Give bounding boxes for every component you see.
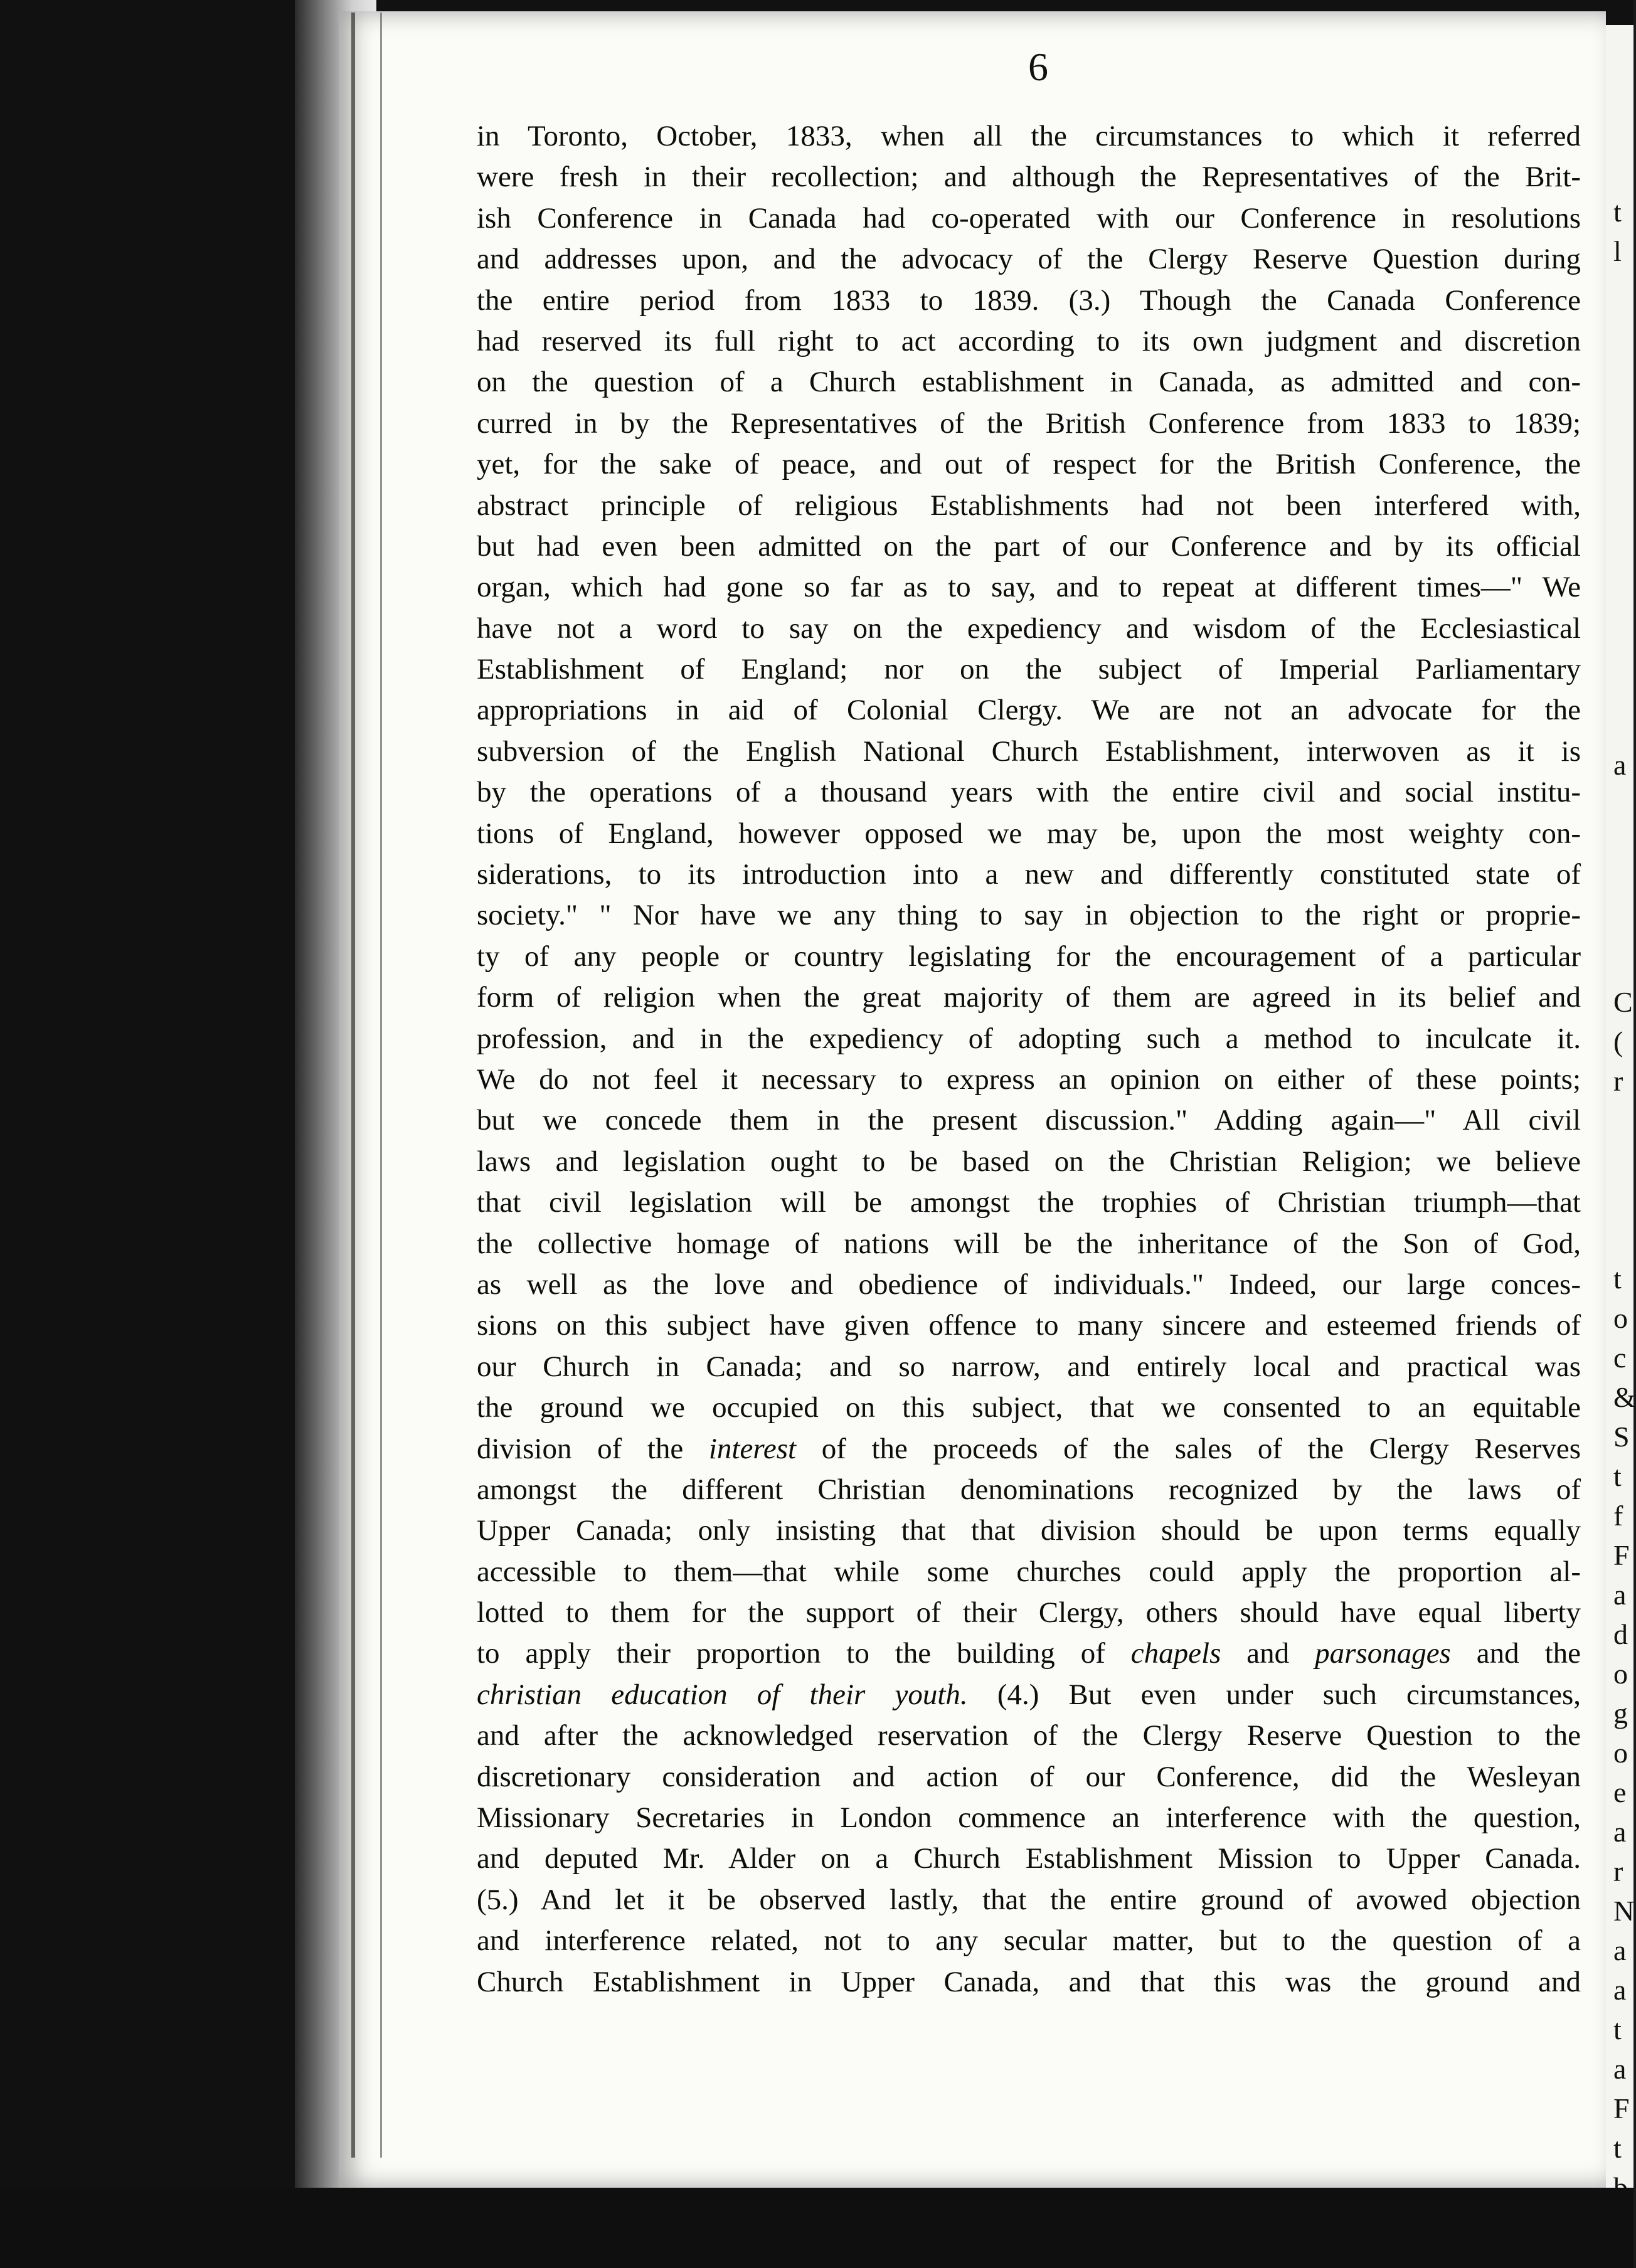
- text-line: ish Conference in Canada had co-operated with our Conference in resolutions: [477, 201, 1581, 235]
- text-line: (5.) And let it be observed lastly, that the entire ground of avowed objection: [477, 1883, 1581, 1916]
- text-line: and deputed Mr. Alder on a Church Establishment Mission to Upper Canada.: [477, 1842, 1581, 1875]
- bleed-letter: d: [1613, 1618, 1628, 1650]
- text-line: but we concede them in the present discussion." Adding again—" All civil: [477, 1104, 1581, 1137]
- bleed-letter: r: [1613, 1065, 1623, 1097]
- text-line: and addresses upon, and the advocacy of the Clergy Reserve Question during: [477, 243, 1581, 276]
- bleed-letter: t: [1613, 1460, 1622, 1492]
- bleed-letter: F: [1613, 2092, 1630, 2124]
- bleed-letter: [1613, 548, 1633, 587]
- bleed-letter: t: [1613, 196, 1622, 228]
- bleed-letter: [1613, 350, 1633, 389]
- bleed-letter: [1613, 627, 1633, 666]
- bleed-letter: [1613, 152, 1633, 192]
- bleed-letter: a: [1613, 2053, 1627, 2085]
- text-line: laws and legislation ought to be based on the Christian Religion; we believe: [477, 1145, 1581, 1178]
- bleed-letter: [1613, 785, 1633, 824]
- bleed-letter: l: [1613, 235, 1622, 267]
- bleed-letter: C: [1613, 986, 1633, 1018]
- page-number: 6: [1028, 45, 1048, 89]
- bleed-letter: a: [1613, 749, 1627, 781]
- bleed-letter: [1613, 429, 1633, 469]
- bleed-letter: c: [1613, 1342, 1627, 1374]
- bleed-letter: [1613, 310, 1633, 350]
- text-line: the entire period from 1833 to 1839. (3.) Though the Canada Conference: [477, 284, 1581, 317]
- bleed-letter: [1613, 389, 1633, 429]
- bleed-letter: [1613, 1101, 1633, 1140]
- bleed-letter: a: [1613, 1974, 1627, 2006]
- bleed-letter: [1613, 943, 1633, 982]
- body-text: [477, 116, 1581, 2003]
- bleed-letter: r: [1613, 1855, 1623, 1887]
- bleed-letter: [1613, 1140, 1633, 1180]
- text-line: form of religion when the great majority of them are agreed in its belief and: [477, 981, 1581, 1014]
- bleed-letter: [1613, 824, 1633, 864]
- text-line: on the question of a Church establishment in Canada, as admitted and con-: [477, 366, 1581, 399]
- bleed-letter: o: [1613, 1737, 1628, 1769]
- text-line: christian education of their youth. (4.) But even under such circumstances,: [477, 1678, 1581, 1711]
- bleed-letter: o: [1613, 1302, 1628, 1334]
- bleed-letter: g: [1613, 1697, 1628, 1729]
- text-line: lotted to them for the support of their Clergy, others should have equal liberty: [477, 1596, 1581, 1629]
- text-line: Establishment of England; nor on the subject of Imperial Parliamentary: [477, 653, 1581, 686]
- text-line: ty of any people or country legislating for the encouragement of a particular: [477, 940, 1581, 973]
- text-line: had reserved its full right to act according to its own judgment and discretion: [477, 324, 1581, 358]
- bleed-letter: [1613, 113, 1633, 152]
- text-line: society." " Nor have we any thing to say in objection to the right or proprie-: [477, 899, 1581, 932]
- bleed-letter: [1613, 666, 1633, 706]
- bleed-letter: [1613, 1219, 1633, 1259]
- text-line: sions on this subject have given offence to many sincere and esteemed friends of: [477, 1309, 1581, 1342]
- text-line: division of the interest of the proceeds of the sales of the Clergy Reserves: [477, 1432, 1581, 1465]
- text-line: and interference related, not to any secular matter, but to the question of a: [477, 1924, 1581, 1958]
- text-line: were fresh in their recollection; and although the Representatives of the Brit-: [477, 161, 1581, 194]
- bleed-letter: [1613, 587, 1633, 627]
- text-line: accessible to them—that while some churches could apply the proportion al-: [477, 1555, 1581, 1588]
- bleed-letter: a: [1613, 1579, 1627, 1611]
- bleed-letter: [1613, 469, 1633, 508]
- bleed-letter: &: [1613, 1381, 1636, 1413]
- text-line: Church Establishment in Upper Canada, and that this was the ground and: [477, 1965, 1581, 1998]
- bleed-letter: f: [1613, 1500, 1623, 1532]
- text-line: profession, and in the expediency of adopting such a method to inculcate it.: [477, 1022, 1581, 1055]
- text-line: and after the acknowledged reservation of the Clergy Reserve Question to the: [477, 1719, 1581, 1752]
- bleed-letter: a: [1613, 1934, 1627, 1966]
- text-line: but had even been admitted on the part of our Conference and by its official: [477, 529, 1581, 563]
- text-line: tions of England, however opposed we may be, upon the most weighty con-: [477, 817, 1581, 850]
- text-line: abstract principle of religious Establishments had not been interfered with,: [477, 489, 1581, 522]
- bleed-letter: [1613, 706, 1633, 745]
- text-line: organ, which had gone so far as to say, and to repeat at different times—" We: [477, 571, 1581, 604]
- text-line: that civil legislation will be amongst the trophies of Christian triumph—that: [477, 1186, 1581, 1219]
- bleed-letter: [1613, 508, 1633, 548]
- text-line: subversion of the English National Church Establishment, interwoven as it is: [477, 734, 1581, 768]
- bleed-letter: [1613, 903, 1633, 943]
- text-line: Upper Canada; only insisting that that division should be upon terms equally: [477, 1514, 1581, 1547]
- text-line: our Church in Canada; and so narrow, and entirely local and practical was: [477, 1350, 1581, 1383]
- bleed-letter: [1613, 864, 1633, 903]
- bleed-letter: N: [1613, 1895, 1635, 1927]
- bleed-letter: e: [1613, 1776, 1627, 1808]
- text-line: the ground we occupied on this subject, that we consented to an equitable: [477, 1391, 1581, 1424]
- text-line: We do not feel it necessary to express an opinion on either of these points;: [477, 1062, 1581, 1096]
- bleed-letter: t: [1613, 1263, 1622, 1295]
- text-line: yet, for the sake of peace, and out of respect for the British Conference, the: [477, 448, 1581, 481]
- text-line: discretionary consideration and action of our Conference, did the Wesleyan: [477, 1760, 1581, 1793]
- text-line: amongst the different Christian denominations recognized by the laws of: [477, 1473, 1581, 1506]
- bleed-letter: a: [1613, 1816, 1627, 1848]
- text-line: as well as the love and obedience of individuals." Indeed, our large conces-: [477, 1268, 1581, 1301]
- text-line: by the operations of a thousand years with the entire civil and social institu-: [477, 776, 1581, 809]
- page-edge: [351, 13, 382, 2158]
- bleed-letter: t: [1613, 2132, 1622, 2164]
- text-line: in Toronto, October, 1833, when all the circumstances to which it referred: [477, 120, 1581, 152]
- text-line: curred in by the Representatives of the British Conference from 1833 to 1839;: [477, 406, 1581, 440]
- bleed-letter: (: [1613, 1025, 1623, 1057]
- bleed-letter: F: [1613, 1539, 1630, 1571]
- text-line: to apply their proportion to the building of chapels and parsonages and the: [477, 1637, 1581, 1670]
- text-line: siderations, to its introduction into a new and differently constituted state of: [477, 858, 1581, 891]
- next-page-bleed: [1613, 113, 1636, 2207]
- bleed-letter: [1613, 1180, 1633, 1219]
- bleed-letter: o: [1613, 1658, 1628, 1690]
- text-line: appropriations in aid of Colonial Clergy. We are not an advocate for the: [477, 694, 1581, 727]
- text-line: the collective homage of nations will be the inheritance of the Son of God,: [477, 1227, 1581, 1260]
- text-line: Missionary Secretaries in London commence an interference with the question,: [477, 1801, 1581, 1835]
- text-line: have not a word to say on the expediency and wisdom of the Ecclesiastical: [477, 612, 1581, 645]
- bleed-letter: [1613, 271, 1633, 310]
- scan-bottom-margin: [0, 2188, 1633, 2268]
- bleed-letter: t: [1613, 2013, 1622, 2045]
- bleed-letter: S: [1613, 1421, 1630, 1453]
